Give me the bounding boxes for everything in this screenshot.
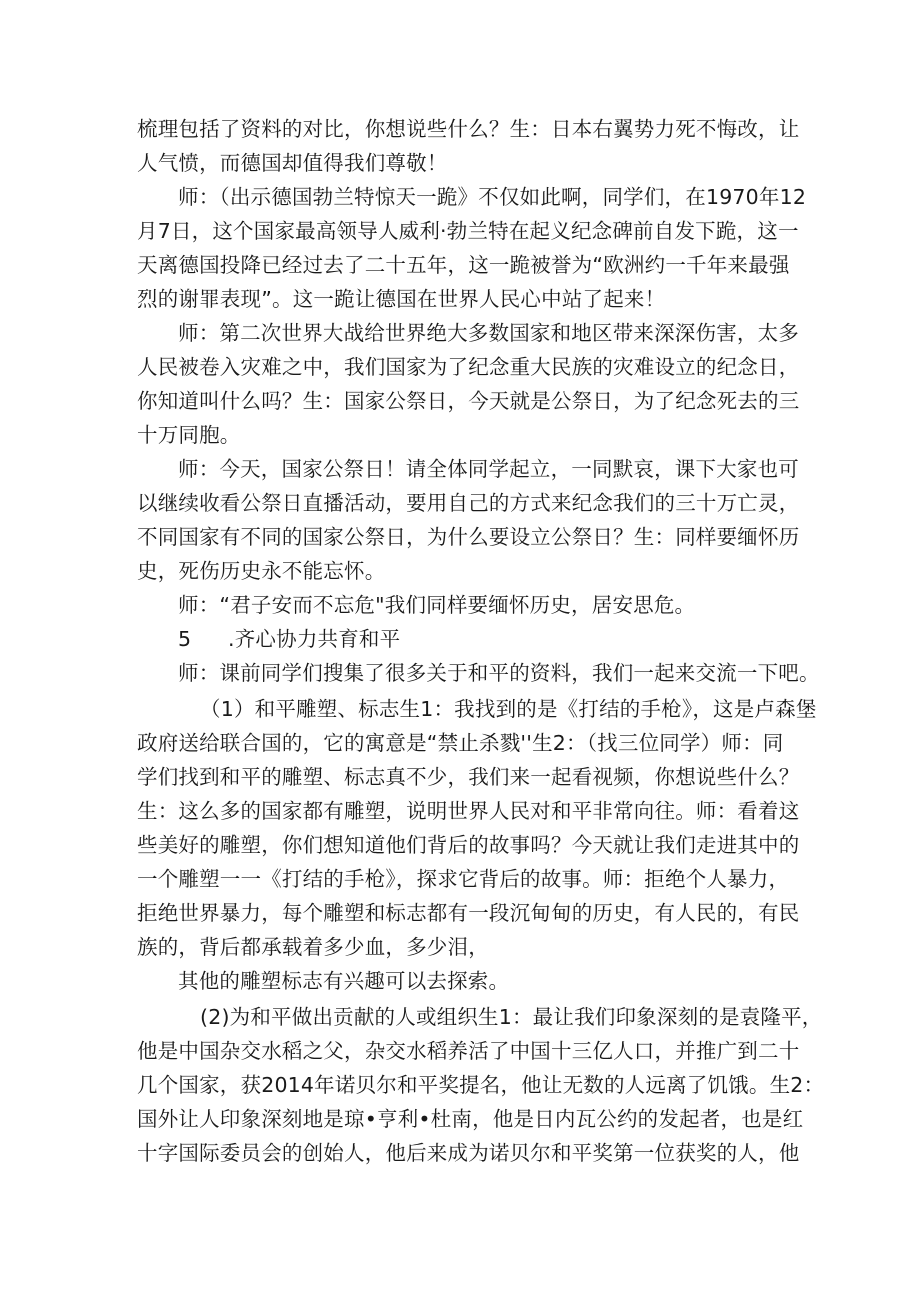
text-line: 师：今天，国家公祭日！请全体同学起立，一同默哀，课下大家也可 [178,457,799,481]
text-line: 其他的雕塑标志有兴趣可以去探索。 [178,969,510,993]
text-line: 几个国家，获2014年诺贝尔和平奖提名，他让无数的人远离了饥饿。生2： [137,1073,825,1097]
text-line: 国外让人印象深刻地是琼•亨利•杜南，他是日内瓦公约的发起者，也是红 [137,1107,804,1131]
text-line: （1）和平雕塑、标志生1：我找到的是《打结的手枪》，这是卢森堡 [200,697,817,721]
text-line: 人民被卷入灾难之中，我们国家为了纪念重大民族的灾难设立的纪念日， [137,355,800,379]
text-line: 月7日，这个国家最高领导人威利·勃兰特在起义纪念碑前自发下跪，这一 [137,219,799,243]
section-title: .齐心协力共育和平 [228,627,401,651]
text-line: 师：课前同学们搜集了很多关于和平的资料，我们一起来交流一下吧。 [178,661,820,685]
text-line: 师：（出示德国勃兰特惊天一跪》不仅如此啊，同学们，在1970年12 [178,185,807,209]
text-line: 拒绝世界暴力，每个雕塑和标志都有一段沉甸甸的历史，有人民的，有民 [137,901,800,925]
text-line: (2)为和平做出贡献的人或组织生1：最让我们印象深刻的是袁隆平， [200,1005,823,1029]
text-line: 生：这么多的国家都有雕塑，说明世界人民对和平非常向往。师：看着这 [137,799,800,823]
text-line: 梳理包括了资料的对比，你想说些什么？生：日本右翼势力死不悔改，让 [137,117,800,141]
text-line: 十字国际委员会的创始人，他后来成为诺贝尔和平奖第一位获奖的人，他 [137,1141,800,1165]
text-line: 师：第二次世界大战给世界绝大多数国家和地区带来深深伤害，太多 [178,321,799,345]
text-line: 史，死伤历史永不能忘怀。 [137,559,386,583]
text-line: 以继续收看公祭日直播活动，要用自己的方式来纪念我们的三十万亡灵， [137,491,800,515]
text-line: 十万同胞。 [137,423,241,447]
text-line: 天离德国投降已经过去了二十五年，这一跪被誉为“欧洲约一千年来最强 [137,253,790,277]
text-line: 政府送给联合国的，它的寓意是“禁止杀戮''生2：（找三位同学）师：同 [137,731,784,755]
text-line: 人气愤，而德国却值得我们尊敬！ [137,151,448,175]
text-line: 你知道叫什么吗？生：国家公祭日，今天就是公祭日，为了纪念死去的三 [137,389,800,413]
section-number: 5 [178,627,192,651]
text-line: 族的，背后都承载着多少血，多少泪， [137,935,489,959]
text-line: 一个雕塑一一《打结的手枪》，探求它背后的故事。师：拒绝个人暴力， [137,867,790,891]
text-line: 些美好的雕塑，你们想知道他们背后的故事吗？今天就让我们走进其中的 [137,833,800,857]
text-line: 师：“君子安而不忘危"我们同样要缅怀历史，居安思危。 [178,593,696,617]
text-line: 学们找到和平的雕塑、标志真不少，我们来一起看视频，你想说些什么？ [137,765,800,789]
text-line: 不同国家有不同的国家公祭日，为什么要设立公祭日？生：同样要缅怀历 [137,525,800,549]
text-line: 烈的谢罪表现”。这一跪让德国在世界人民心中站了起来！ [137,287,666,311]
text-line: 他是中国杂交水稻之父，杂交水稻养活了中国十三亿人口，并推广到二十 [137,1039,800,1063]
